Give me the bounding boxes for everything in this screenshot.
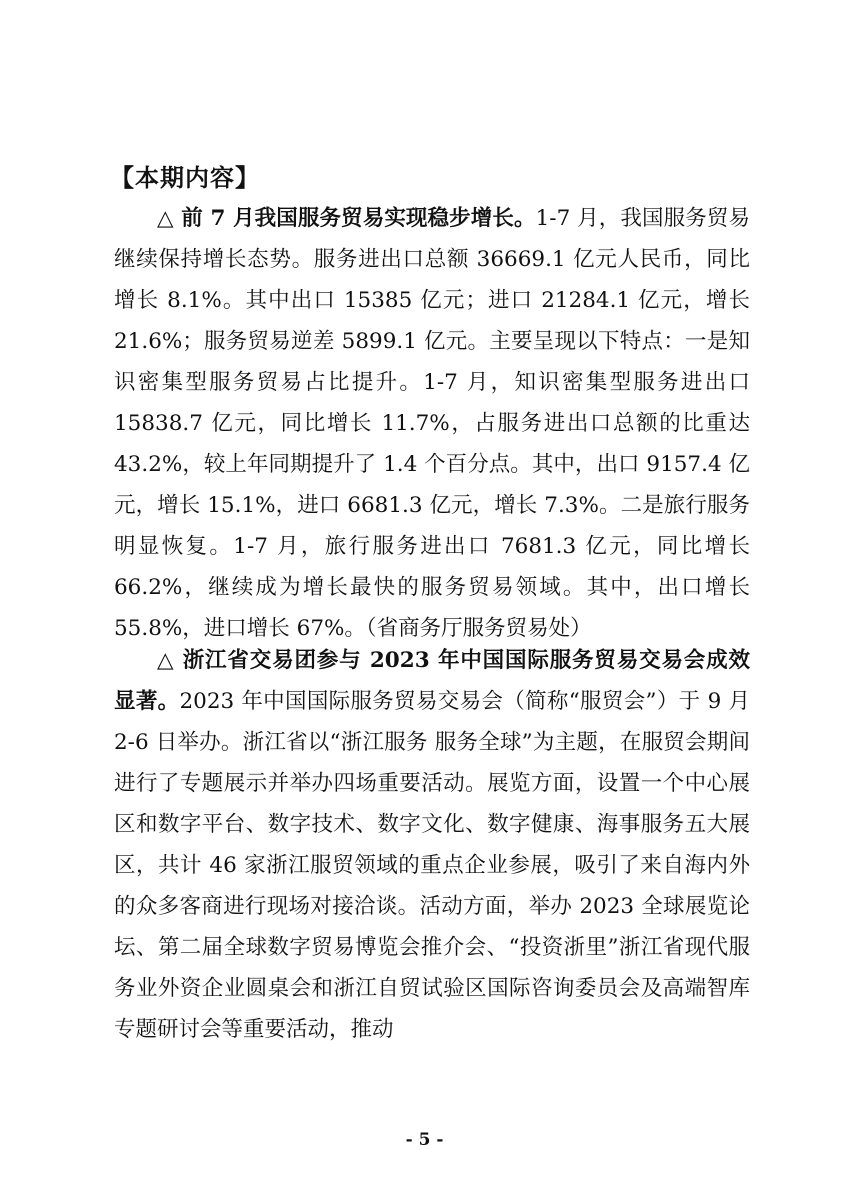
news-item-headline: △ 浙江省交易团参与 2023 年中国国际服务贸易交易会成效显著。 (114, 648, 750, 714)
news-item-body: 2023 年中国国际服务贸易交易会（简称“服贸会”）于 9 月 2-6 日举办。浙江省以“浙江服务 服务全球”为主题，在服贸会期间进行了专题展示并举办四场重要活动。展览方面，设置一个中心展区和数字平台、数字技术、数字文化、数字健康、海事服务五大展区，共计 46 家浙江服贸领域的重点企业参展，吸引了来自海内外的众多客商进行现场对接洽谈。活动方面，举办 2023 全球展览论坛、第二届全球数字贸易博览会推介会、“投资浙里”浙江省现代服务业外资企业圆桌会和浙江自贸试验区国际咨询委员会及高端智库专题研讨会等重要活动，推动 (114, 689, 750, 1042)
page-number: - 5 - (405, 1130, 444, 1150)
news-item-ciftis-delegation (114, 640, 750, 1050)
section-header: 【本期内容】 (110, 163, 260, 192)
news-item-service-trade-growth (114, 198, 750, 649)
news-item-body: 1-7 月，我国服务贸易继续保持增长态势。服务进出口总额 36669.1 亿元人民币，同比增长 8.1%。其中出口 15385 亿元；进口 21284.1 亿元，增长 21.6%；服务贸易逆差 5899.1 亿元。主要呈现以下特点：一是知识密集型服务贸易占比提升。1-7 月，知识密集型服务进出口 15838.7 亿元，同比增长 11.7%，占服务进出口总额的比重达 43.2%，较上年同期提升了 1.4 个百分点。其中，出口 9157.4 亿元，增长 15.1%，进口 6681.3 亿元，增长 7.3%。二是旅行服务明显恢复。1-7 月，旅行服务进出口 7681.3 亿元，同比增长 66.2%，继续成为增长最快的服务贸易领域。其中，出口增长 55.8%，进口增长 67%。（省商务厅服务贸易处） (114, 206, 750, 641)
news-item-headline: △ 前 7 月我国服务贸易实现稳步增长。 (157, 206, 536, 231)
